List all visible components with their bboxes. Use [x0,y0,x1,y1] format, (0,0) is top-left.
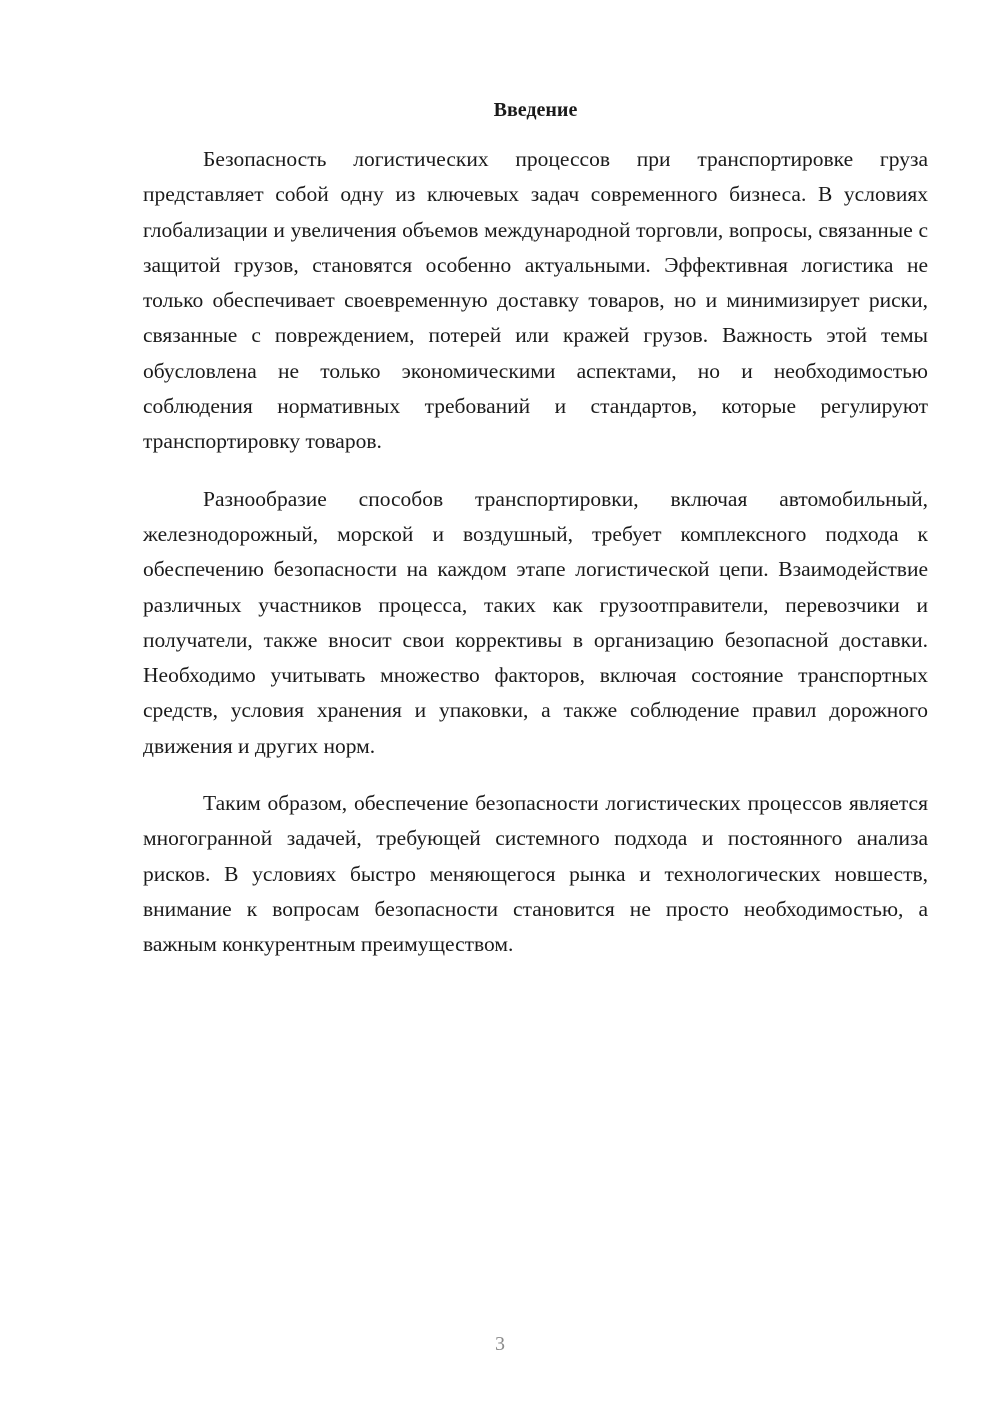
intro-paragraph-2: Разнообразие способов транспортировки, включая автомобильный, железнодорожный, морской и воздушный, требует комплексного подхода к обеспечению безопасности на каждом этапе логистической цепи. Взаимодействие различных участников процесса, таких как грузоотправители, перевозчики и получатели, также вносит свои коррективы в организацию безопасной доставки. Необходимо учитывать множество факторов, включая состояние транспортных средств, условия хранения и упаковки, а также соблюдение правил дорожного движения и других норм. [143,486,928,758]
intro-paragraph-1: Безопасность логистических процессов при транспортировке груза представляет собой одну из ключевых задач современного бизнеса. В условиях глобализации и увеличения объемов международной торговли, вопросы, связанные с защитой грузов, становятся особенно актуальными. Эффективная логистика не только обеспечивает своевременную доставку товаров, но и минимизирует риски, связанные с повреждением, потерей или кражей грузов. Важность этой темы обусловлена не только экономическими аспектами, но и необходимостью соблюдения нормативных требований и стандартов, которые регулируют транспортировку товаров. [143,147,928,454]
intro-paragraph-3: Таким образом, обеспечение безопасности логистических процессов является многогранной задачей, требующей системного подхода и постоянного анализа рисков. В условиях быстро меняющегося рынка и технологических новшеств, внимание к вопросам безопасности становится не просто необходимостью, а важным конкурентным преимуществом. [143,791,928,957]
document-page [143,96,928,985]
page-number: 3 [495,1333,505,1355]
section-heading: Введение [493,99,578,121]
